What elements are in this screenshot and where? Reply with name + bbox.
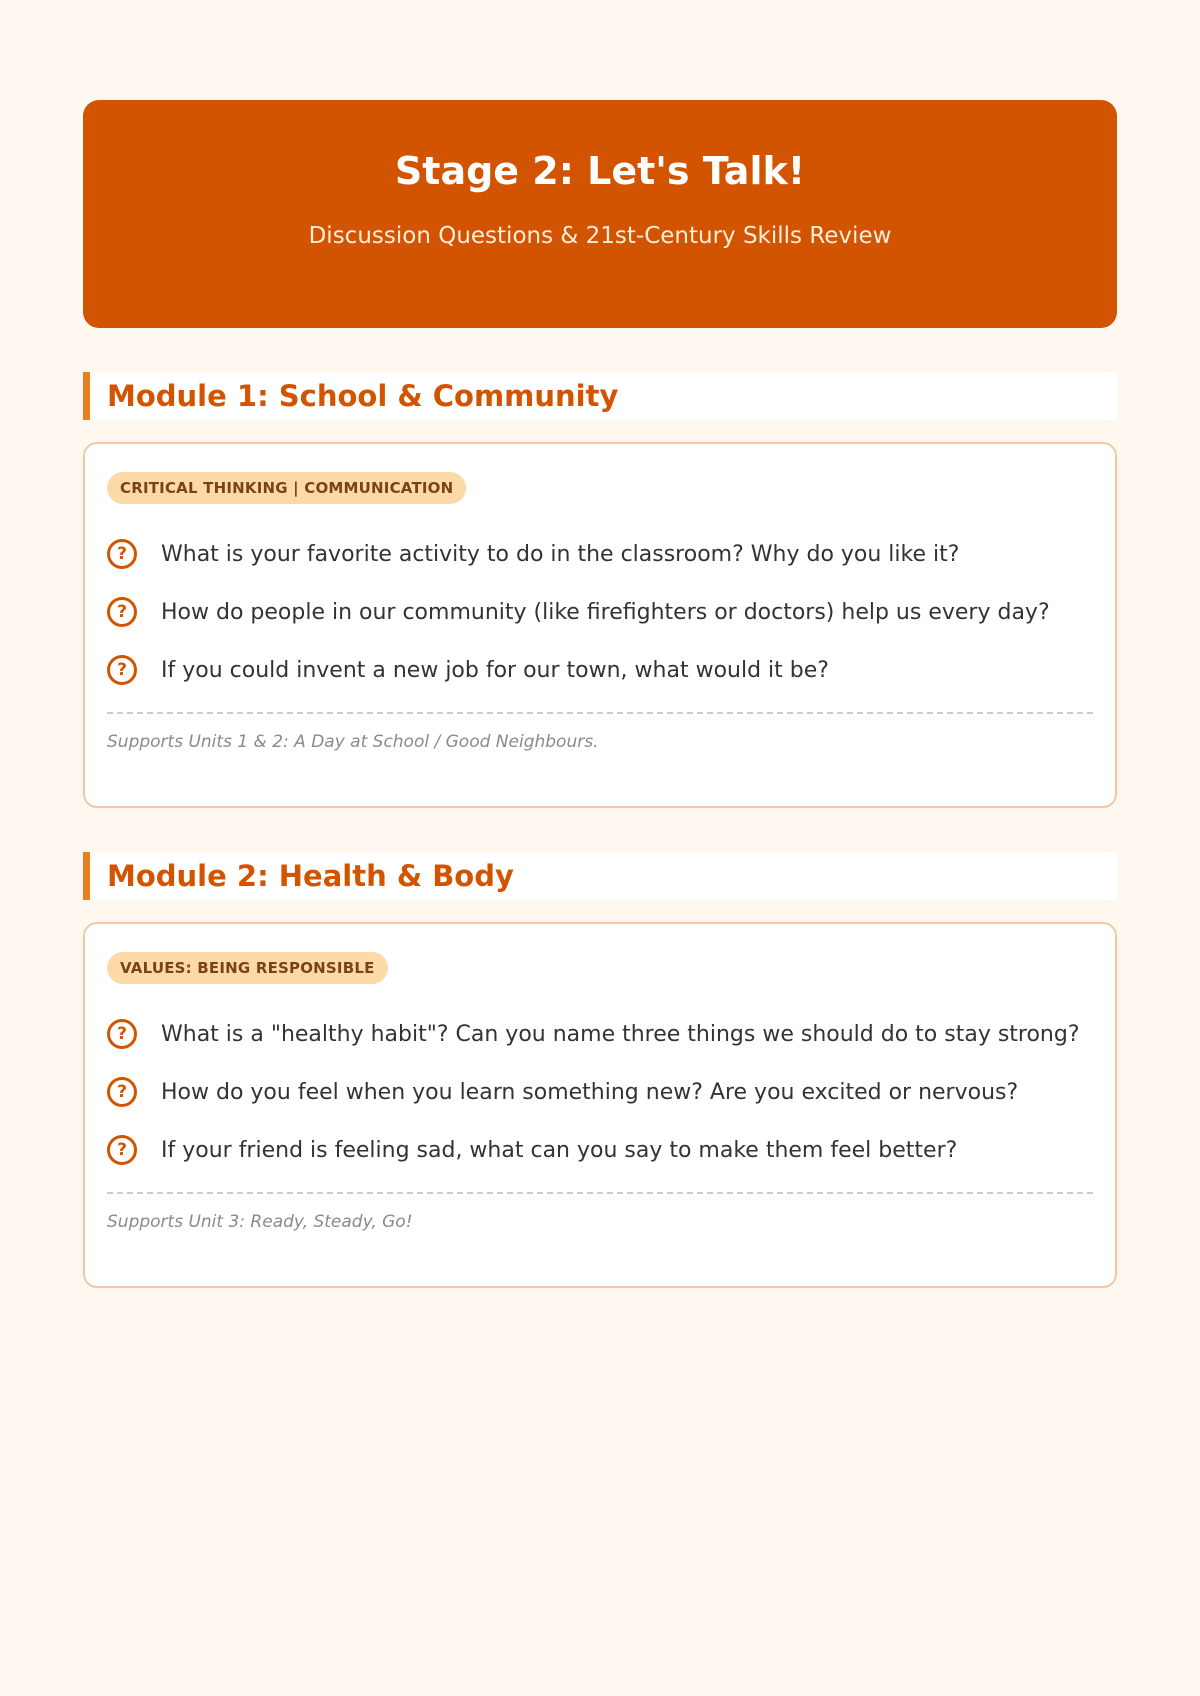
support-note: Supports Unit 3: Ready, Steady, Go! (107, 1212, 413, 1232)
question-text: If your friend is feeling sad, what can you say to make them feel better? (161, 1137, 958, 1163)
question-item (107, 1132, 1093, 1168)
page-subtitle: Discussion Questions & 21st-Century Skills Review (308, 223, 892, 249)
question-circle-icon: ? (107, 1135, 137, 1165)
question-text: How do you feel when you learn something new? Are you excited or nervous? (161, 1079, 1019, 1105)
divider (107, 1192, 1093, 1194)
question-item (107, 1016, 1093, 1052)
question-text: What is a "healthy habit"? Can you name three things we should do to stay strong? (161, 1021, 1080, 1047)
values-badge: VALUES: BEING RESPONSIBLE (107, 952, 388, 984)
question-item (107, 652, 1093, 688)
question-circle-icon: ? (107, 655, 137, 685)
question-circle-icon: ? (107, 1077, 137, 1107)
module-1-title: Module 1: School & Community (83, 372, 1117, 420)
skills-badge: CRITICAL THINKING | COMMUNICATION (107, 472, 466, 504)
support-note: Supports Units 1 & 2: A Day at School / Good Neighbours. (107, 732, 599, 752)
page-title: Stage 2: Let's Talk! (394, 149, 806, 193)
module-2-title: Module 2: Health & Body (83, 852, 1117, 900)
question-circle-icon: ? (107, 539, 137, 569)
question-item (107, 536, 1093, 572)
question-list (107, 536, 1093, 688)
question-item (107, 1074, 1093, 1110)
module-2-card (83, 922, 1117, 1288)
question-text: If you could invent a new job for our town, what would it be? (161, 657, 829, 683)
question-item (107, 594, 1093, 630)
module-1-card (83, 442, 1117, 808)
page-header (83, 100, 1117, 328)
question-text: How do people in our community (like firefighters or doctors) help us every day? (161, 599, 1050, 625)
question-circle-icon: ? (107, 597, 137, 627)
divider (107, 712, 1093, 714)
question-list (107, 1016, 1093, 1168)
question-circle-icon: ? (107, 1019, 137, 1049)
question-text: What is your favorite activity to do in the classroom? Why do you like it? (161, 541, 960, 567)
